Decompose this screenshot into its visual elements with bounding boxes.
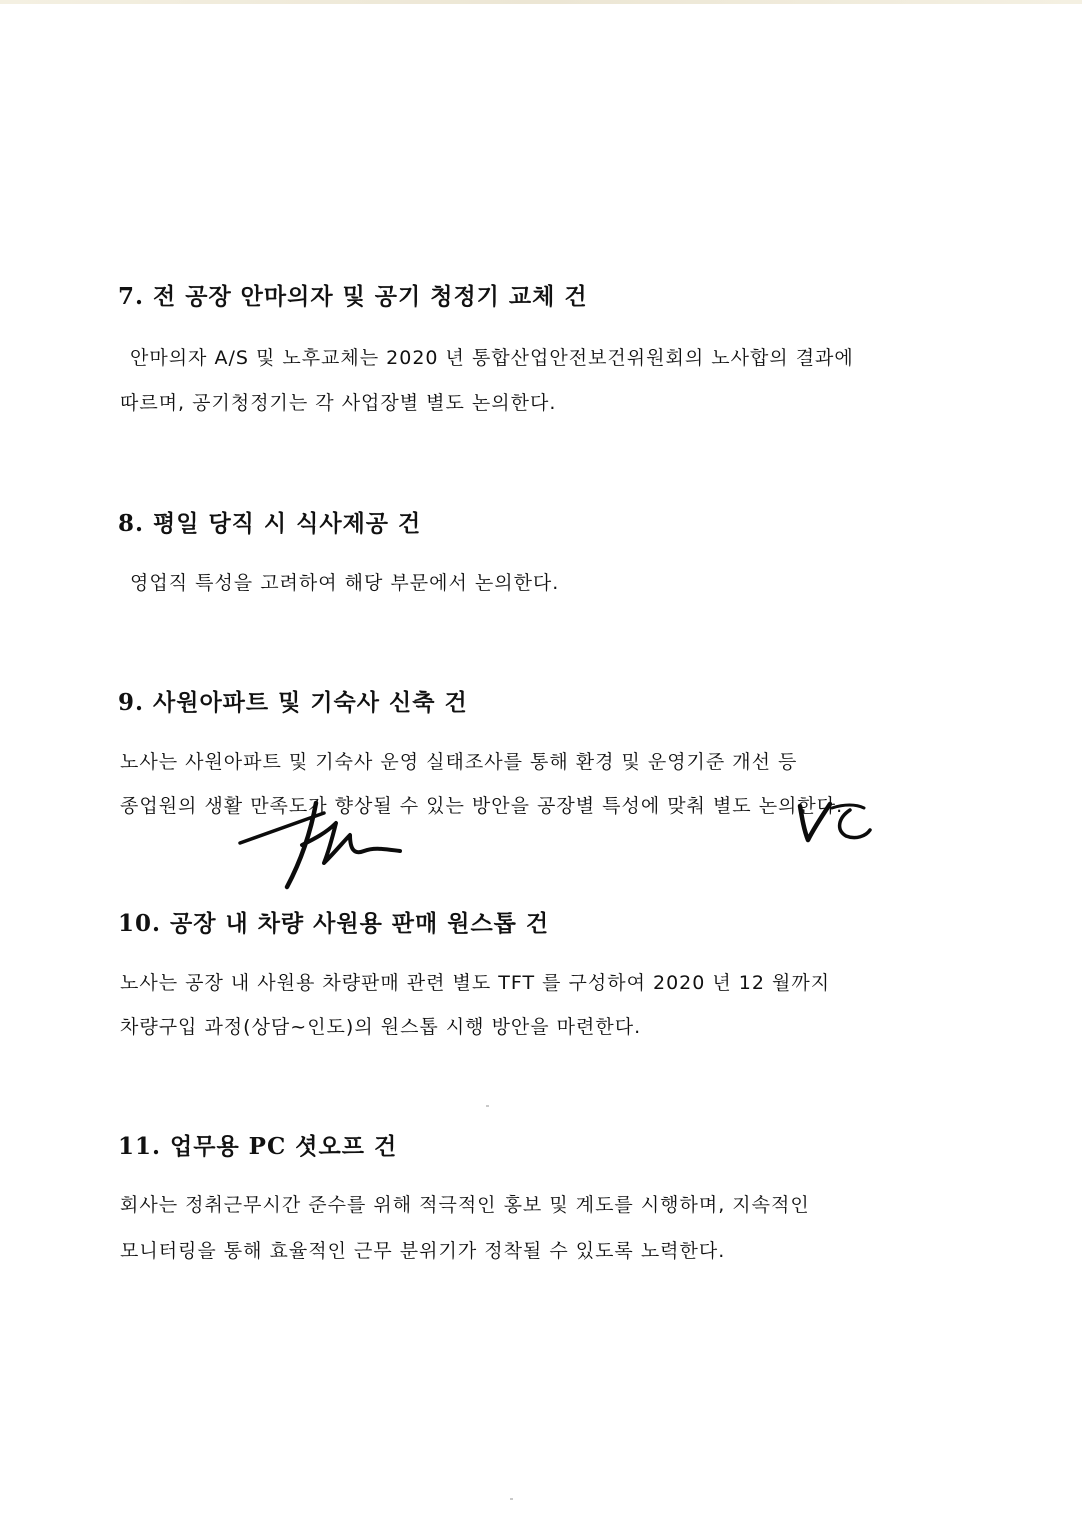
scan-speck [510, 1498, 513, 1500]
section-10-line-2: 차량구입 과정(상담~인도)의 원스톱 시행 방안을 마련한다. [120, 1016, 642, 1038]
section-11-line-2: 모니터링을 통해 효율적인 근무 분위기가 정착될 수 있도록 노력한다. [120, 1240, 726, 1262]
section-7-heading: 7. 전 공장 안마의자 및 공기 청정기 교체 건 [118, 283, 588, 310]
signature-right-stroke-1 [800, 804, 830, 840]
signature-right-stroke-2 [832, 805, 864, 808]
section-7-line-2: 따르며, 공기청정기는 각 사업장별 별도 논의한다. [120, 392, 557, 414]
scan-speck [486, 1105, 489, 1107]
signature-right-stroke-3 [840, 810, 870, 838]
section-10-line-1: 노사는 공장 내 사원용 차량판매 관련 별도 TFT 를 구성하여 2020 년 12 월까지 [120, 972, 831, 994]
section-9-line-2: 종업원의 생활 만족도가 향상될 수 있는 방안을 공장별 특성에 맞춰 별도 논의한다. [120, 795, 844, 817]
section-7-line-1: 안마의자 A/S 및 노후교체는 2020 년 통합산업안전보건위원회의 노사합의 결과에 [130, 347, 854, 369]
section-11-line-1: 회사는 정취근무시간 준수를 위해 적극적인 홍보 및 계도를 시행하며, 지속적인 [120, 1194, 810, 1216]
handwritten-signature-right [790, 792, 880, 852]
section-9-line-1: 노사는 사원아파트 및 기숙사 운영 실태조사를 통해 환경 및 운영기준 개선 등 [120, 751, 798, 773]
section-8-line-1: 영업직 특성을 고려하여 해당 부문에서 논의한다. [130, 572, 560, 594]
section-8-heading: 8. 평일 당직 시 식사제공 건 [118, 510, 422, 537]
section-11-heading: 11. 업무용 PC 셧오프 건 [118, 1133, 398, 1160]
section-9-heading: 9. 사원아파트 및 기숙사 신축 건 [118, 689, 468, 716]
section-10-heading: 10. 공장 내 차량 사원용 판매 원스톱 건 [118, 910, 550, 937]
signature-left-stroke-3 [302, 823, 400, 863]
scan-top-edge [0, 0, 1082, 4]
handwritten-signature-left [232, 795, 412, 895]
